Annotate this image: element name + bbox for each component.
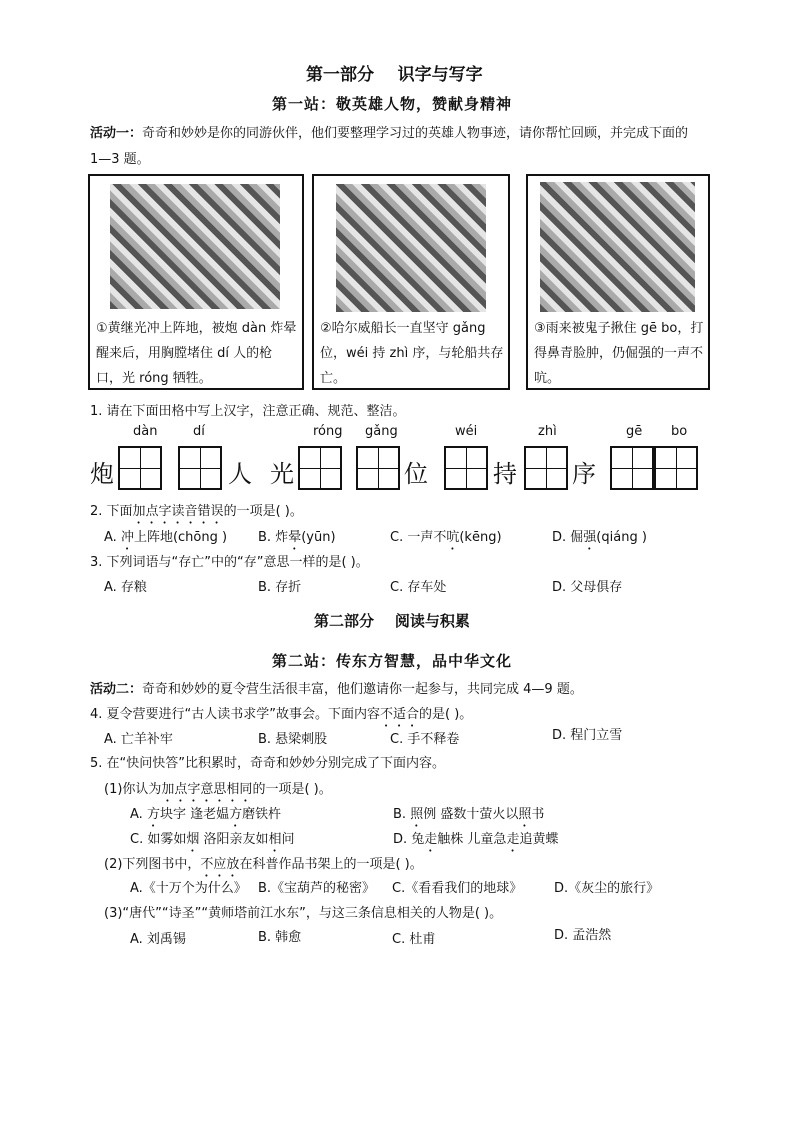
q5-sub2-option-c[interactable]: C.《看看我们的地球》	[392, 881, 523, 896]
q5-sub3-option-b[interactable]: B. 韩愈	[258, 930, 302, 945]
q3-option-d[interactable]: D. 父母俱存	[552, 580, 623, 595]
q2-option-a[interactable]: A. 冲上阵地(chōng )	[104, 530, 228, 545]
given-char: 序	[572, 460, 596, 488]
part2-title: 第二部分 阅读与积累	[314, 612, 470, 630]
question-1: 1. 请在下面田格中写上汉字，注意正确、规范、整洁。	[90, 404, 406, 419]
question-4: 4. 夏令营要进行“古人读书求学”故事会。下面内容不适合的是( )。	[90, 707, 473, 722]
given-char: 光	[270, 460, 294, 488]
part1-title: 第一部分 识字与写字	[306, 65, 483, 85]
huang-jiguang-illustration	[110, 184, 280, 309]
q5-sub3-option-c[interactable]: C. 杜甫	[392, 932, 436, 947]
story-panel-1	[88, 174, 304, 390]
q4-option-b[interactable]: B. 悬梁刺股	[258, 732, 328, 747]
yulai-illustration	[540, 182, 695, 312]
given-char: 炮	[90, 460, 114, 488]
activity1-line2: 1—3 题。	[90, 152, 150, 167]
q3-option-c[interactable]: C. 存车处	[390, 580, 447, 595]
story-panel-2	[312, 174, 510, 390]
q5-sub2-option-a[interactable]: A.《十万个为什么》	[130, 881, 247, 896]
q5-sub1-option-a[interactable]: A. 方块字 逢老媪方磨铁杵	[130, 807, 282, 822]
station2-heading: 第二站：传东方智慧，品中华文化	[272, 652, 513, 670]
q5-sub1: (1)你认为加点字意思相同的一项是( )。	[104, 782, 332, 797]
question-3: 3. 下列词语与“存亡”中的“存”意思一样的是( )。	[90, 555, 369, 570]
pinyin-dan: dàn	[133, 424, 158, 439]
tian-grid-wei[interactable]	[444, 446, 488, 490]
pinyin-rong: róng	[313, 424, 343, 439]
given-char: 持	[493, 460, 517, 488]
tian-grid-rong[interactable]	[298, 446, 342, 490]
pinyin-di: dí	[193, 424, 205, 439]
q5-sub3: (3)“唐代”“诗圣”“黄师塔前江水东”，与这三条信息相关的人物是( )。	[104, 906, 503, 921]
q3-option-a[interactable]: A. 存粮	[104, 580, 147, 595]
q5-sub3-option-a[interactable]: A. 刘禹锡	[130, 932, 186, 947]
q5-sub1-option-c[interactable]: C. 如雾如烟 洛阳亲友如相问	[130, 832, 295, 847]
pinyin-ge: gē	[626, 424, 643, 439]
pinyin-zhi: zhì	[538, 424, 557, 439]
q4-option-d[interactable]: D. 程门立雪	[552, 728, 623, 743]
q3-option-b[interactable]: B. 存折	[258, 580, 302, 595]
q5-sub1-option-b[interactable]: B. 照例 盛数十萤火以照书	[393, 807, 545, 822]
captain-harvey-illustration	[336, 184, 486, 312]
tian-grid-zhi[interactable]	[524, 446, 568, 490]
tian-grid-di[interactable]	[178, 446, 222, 490]
q2-option-b[interactable]: B. 炸晕(yūn)	[258, 530, 336, 545]
tian-grid-dan[interactable]	[118, 446, 162, 490]
panel-caption: ①黄继光冲上阵地，被炮 dàn 炸晕醒来后，用胸膛堵住 dí 人的枪口，光 róng 牺牲。	[96, 321, 297, 386]
q2-option-d[interactable]: D. 倔强(qiáng )	[552, 530, 647, 545]
given-char: 位	[404, 460, 428, 488]
q4-option-a[interactable]: A. 亡羊补牢	[104, 732, 173, 747]
q5-sub2: (2)下列图书中，不应放在科普作品书架上的一项是( )。	[104, 857, 423, 872]
given-char: 人	[228, 460, 252, 488]
story-panel-3	[526, 174, 710, 390]
activity2-line1: 活动二：奇奇和妙妙的夏令营生活很丰富，他们邀请你一起参与，共同完成 4—9 题。	[90, 682, 583, 697]
q5-sub2-option-b[interactable]: B.《宝葫芦的秘密》	[258, 881, 376, 896]
pinyin-bo: bo	[671, 424, 688, 439]
activity1-line1: 活动一：奇奇和妙妙是你的同游伙伴，他们要整理学习过的英雄人物事迹，请你帮忙回顾，并完成下面的	[90, 126, 689, 141]
question-5: 5. 在“快问快答”比积累时，奇奇和妙妙分别完成了下面内容。	[90, 756, 446, 771]
tian-grid-bo[interactable]	[654, 446, 698, 490]
panel-caption: ②哈尔威船长一直坚守 gǎng 位，wéi 持 zhì 序，与轮船共存亡。	[320, 321, 504, 386]
q5-sub3-option-d[interactable]: D. 孟浩然	[554, 928, 612, 943]
q2-option-c[interactable]: C. 一声不吭(kēng)	[390, 530, 502, 545]
tian-grid-ge[interactable]	[610, 446, 654, 490]
q5-sub1-option-d[interactable]: D. 兔走触株 儿童急走追黄蝶	[393, 832, 559, 847]
panel-caption: ③雨来被鬼子揪住 gē bo，打得鼻青脸肿，仍倔强的一声不吭。	[534, 321, 704, 386]
station1-heading: 第一站：敬英雄人物，赞献身精神	[272, 95, 513, 113]
pinyin-gang: gǎng	[365, 424, 398, 439]
tian-grid-gang[interactable]	[356, 446, 400, 490]
pinyin-wei: wéi	[455, 424, 478, 439]
question-2: 2. 下面加点字读音错误的一项是( )。	[90, 504, 303, 519]
q5-sub2-option-d[interactable]: D.《灰尘的旅行》	[554, 881, 660, 896]
q4-option-c[interactable]: C. 手不释卷	[390, 732, 460, 747]
